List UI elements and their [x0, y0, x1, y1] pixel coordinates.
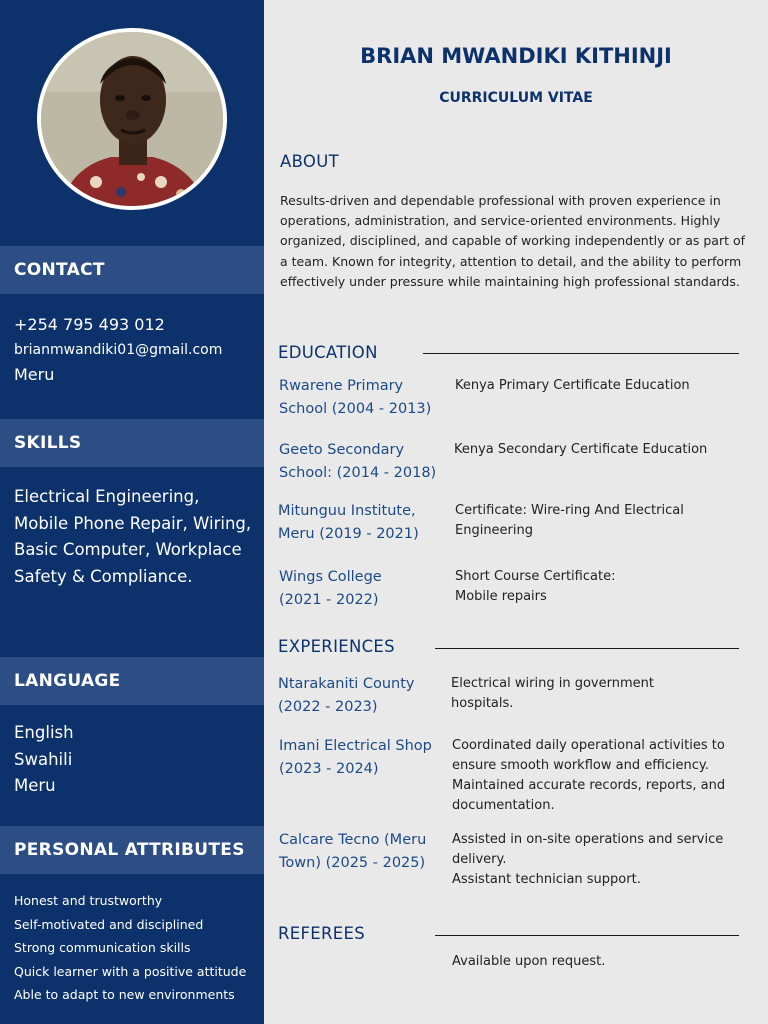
education-award: Kenya Primary Certificate Education: [455, 378, 690, 393]
attribute-item: Strong communication skills: [14, 940, 191, 955]
experiences-heading: EXPERIENCES: [278, 637, 395, 656]
education-institution: Rwarene Primary School (2004 - 2013): [279, 378, 432, 417]
referees-text: Available upon request.: [452, 954, 606, 969]
education-institution: Geeto Secondary School: (2014 - 2018): [279, 442, 437, 481]
skills-heading-band: [0, 419, 264, 467]
referees-divider: [435, 935, 739, 936]
contact-heading: CONTACT: [14, 260, 105, 280]
education-award: Kenya Secondary Certificate Education: [454, 442, 708, 457]
contact-email: brianmwandiki01@gmail.com: [14, 342, 223, 358]
main-content: [264, 0, 768, 1024]
attributes-heading-band: [0, 826, 264, 874]
language-heading-band: [0, 657, 264, 705]
referees-heading: REFEREES: [278, 924, 365, 943]
experience-employer: Ntarakaniti County (2022 - 2023): [278, 676, 415, 715]
about-heading: ABOUT: [280, 152, 339, 171]
language-heading: LANGUAGE: [14, 671, 121, 691]
experience-employer: Imani Electrical Shop (2023 - 2024): [279, 738, 432, 777]
education-institution: Mitunguu Institute, Meru (2019 - 2021): [278, 503, 419, 542]
profile-photo-frame: [37, 28, 227, 210]
language-item: Meru: [14, 776, 56, 795]
attribute-item: Honest and trustworthy: [14, 893, 163, 908]
attribute-item: Self-motivated and disciplined: [14, 916, 204, 932]
sidebar: [0, 0, 264, 1024]
education-award: Certificate: Wire-ring And Electrical Engineering: [455, 503, 684, 538]
contact-heading-band: [0, 246, 264, 294]
education-heading: EDUCATION: [278, 343, 378, 362]
education-institution: Wings College (2021 - 2022): [279, 569, 382, 608]
attribute-item: Able to adapt to new environments: [14, 987, 235, 1002]
language-item: English: [14, 723, 74, 742]
experience-duties: Coordinated daily operational activities to ensure smooth workflow and efficiency. Maintained accurate records, reports, and documentation.: [452, 738, 726, 813]
contact-location: Meru: [14, 365, 55, 384]
skills-heading: SKILLS: [14, 433, 82, 453]
experience-duties: Electrical wiring in government hospitals.: [451, 676, 654, 711]
about-text: Results-driven and dependable professional with proven experience in operations, administration, and service-oriented environments. Highly organized, disciplined, and capable of working independently or as part of a team. Known for integrity, attention to detail, and the ability to perform effectively under pressure while maintaining high professional standards.: [280, 193, 746, 289]
education-divider: [423, 353, 739, 354]
profile-photo: [41, 32, 223, 206]
experience-duties: Assisted in on-site operations and service delivery. Assistant technician support.: [452, 832, 724, 887]
contact-phone: +254 795 493 012: [14, 315, 165, 334]
candidate-name: BRIAN MWANDIKI KITHINJI: [360, 44, 672, 68]
language-item: Swahili: [14, 749, 73, 769]
document-title: CURRICULUM VITAE: [439, 90, 593, 106]
attributes-list: [14, 889, 246, 1007]
attribute-item: Quick learner with a positive attitude: [14, 963, 247, 979]
experiences-divider: [435, 648, 739, 649]
language-list: [14, 720, 74, 800]
skills-text: Electrical Engineering, Mobile Phone Repair, Wiring, Basic Computer, Workplace Safety & Compliance.: [14, 487, 252, 586]
experience-employer: Calcare Tecno (Meru Town) (2025 - 2025): [279, 832, 427, 871]
attributes-heading: PERSONAL ATTRIBUTES: [14, 840, 245, 860]
education-award: Short Course Certificate: Mobile repairs: [455, 569, 616, 604]
